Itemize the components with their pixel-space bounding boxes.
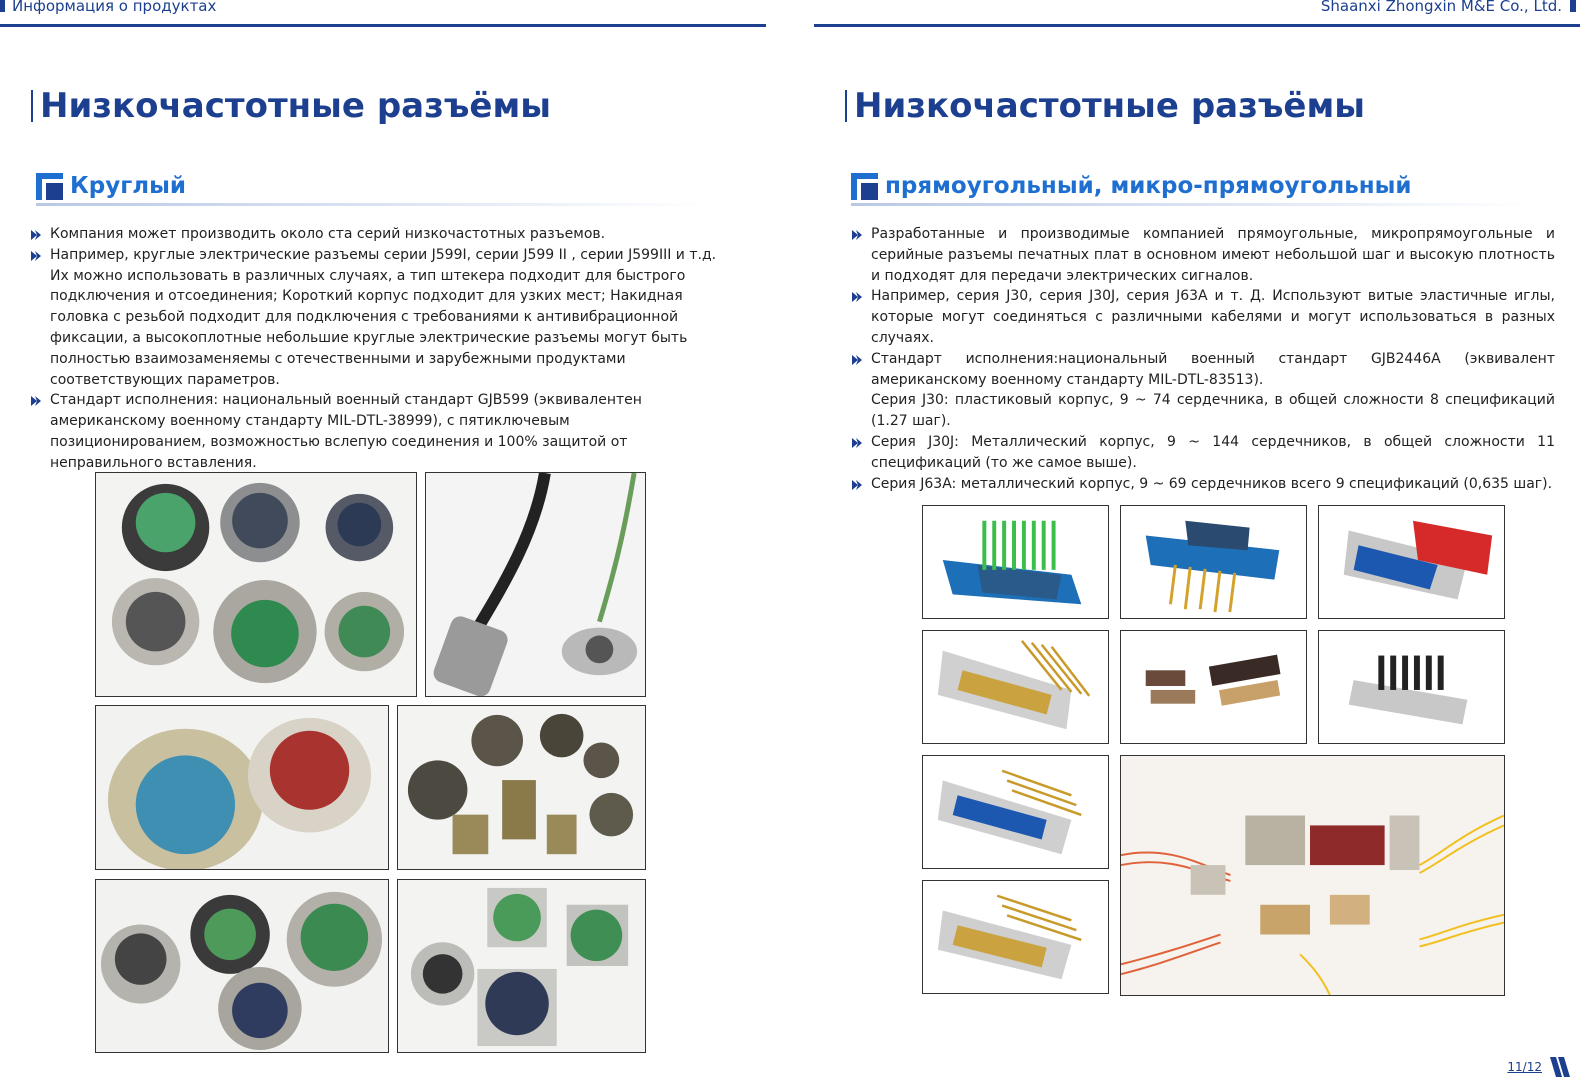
header-company: Shaanxi Zhongxin M&E Co., Ltd.	[1321, 0, 1562, 16]
list-item	[30, 224, 730, 245]
list-item	[30, 245, 730, 391]
sub-note-text: Серия J30: пластиковый корпус, 9 ~ 74 сердечника, в общей сложности 8 спецификаций (1.27 шаг).	[871, 392, 1555, 430]
photo-circular-connectors-4	[95, 879, 389, 1053]
left-page-title: Низкочастотные разъёмы	[31, 86, 551, 126]
left-section-header	[36, 170, 710, 206]
bullet-text: Разработанные и производимые компанией прямоугольные, микропрямоугольные и серийные разъемы печатных плат в основном имеют небольшой шаг и высокую плотность и подходят для передачи электрических сигналов.	[871, 226, 1555, 284]
left-bullet-list	[30, 224, 730, 474]
header-rule-right	[814, 24, 1580, 27]
bullet-text: Компания может производить около ста серий низкочастотных разъемов.	[50, 226, 606, 242]
photo-rect-connector-black-pins	[1318, 630, 1505, 744]
list-sub-item	[851, 390, 1555, 432]
right-section-header	[851, 170, 1535, 206]
header-rule-left	[0, 24, 766, 27]
photo-rect-connector-gold-angle	[922, 880, 1109, 994]
photo-circular-connectors-3	[397, 705, 646, 870]
photo-micro-rect-connectors	[1120, 630, 1307, 744]
header-title: Информация о продуктах	[0, 0, 216, 16]
section-icon	[851, 173, 878, 200]
list-item	[30, 390, 730, 473]
photo-rect-connector-gold	[1120, 505, 1307, 619]
right-page-title: Низкочастотные разъёмы	[845, 86, 1365, 126]
section-underline	[851, 203, 1535, 206]
left-section-title: Круглый	[70, 173, 187, 199]
photo-square-flange-connectors	[397, 879, 646, 1053]
chevron-right-icon	[851, 229, 863, 241]
photo-circular-connectors-2	[95, 705, 389, 870]
bullet-text: Серия J63A: металлический корпус, 9 ~ 69 сердечников всего 9 спецификаций (0,635 шаг).	[871, 475, 1553, 492]
list-item	[851, 286, 1555, 348]
chevron-right-icon	[30, 250, 42, 262]
chevron-right-icon	[851, 437, 863, 449]
bullet-text: Стандарт исполнения: национальный военный стандарт GJB599 (эквивалентен американскому военному стандарту MIL-DTL-38999), с пятиключевым позиционированием, возможностью вслепую соединения и 100% защитой от неправильного вставления.	[50, 392, 642, 471]
photo-circular-connectors-1	[95, 472, 417, 697]
chevron-right-icon	[30, 229, 42, 241]
chevron-right-icon	[30, 395, 42, 407]
section-underline	[36, 203, 710, 206]
chevron-right-icon	[851, 354, 863, 366]
list-item	[851, 474, 1555, 495]
bullet-text: Например, серия J30, серия J30J, серия J63A и т. Д. Используют витые эластичные иглы, которые могут соединяться с различными кабелями и могут использоваться в разных случаях.	[871, 288, 1555, 346]
list-item	[851, 349, 1555, 391]
page-number: 11/12	[1507, 1060, 1542, 1074]
photo-rect-connector-gold-pins	[922, 630, 1109, 744]
logo-mark-icon	[1548, 1055, 1572, 1079]
photo-rect-connector-green	[922, 505, 1109, 619]
section-icon	[36, 173, 63, 200]
list-item	[851, 432, 1555, 474]
right-section-title: прямоугольный, микро-прямоугольный	[885, 173, 1412, 199]
chevron-right-icon	[851, 291, 863, 303]
chevron-right-icon	[851, 479, 863, 491]
bullet-text: Серия J30J: Металлический корпус, 9 ~ 144 сердечников, в общей сложности 11 спецификаций (то же самое выше).	[871, 433, 1555, 471]
photo-cable-assemblies	[1120, 755, 1505, 996]
bullet-text: Например, круглые электрические разъемы серии J599I, серии J599 II , серии J599III и т.д. Их можно использовать в различных случаях, а тип штекера подходит для быстрого подключения и отсоединения; Короткий корпус подходит для узких мест; Накидная головка с резьбой подходит для подключения с требованиями к антивибрационной фиксации, а высокоплотные небольшие круглые электрические разъемы могут быть полностью взаимозаменяемы с отечественными и зарубежными продуктами соответствующих параметров.	[50, 246, 717, 388]
list-item	[851, 224, 1555, 286]
photo-rect-connector-blue-angle	[922, 755, 1109, 869]
photo-cable-connectors	[425, 472, 646, 697]
right-bullet-list	[851, 224, 1555, 494]
bullet-text: Стандарт исполнения:национальный военный стандарт GJB2446A (эквивалент американскому военному стандарту MIL-DTL-83513).	[871, 350, 1555, 388]
photo-rect-connector-red	[1318, 505, 1505, 619]
